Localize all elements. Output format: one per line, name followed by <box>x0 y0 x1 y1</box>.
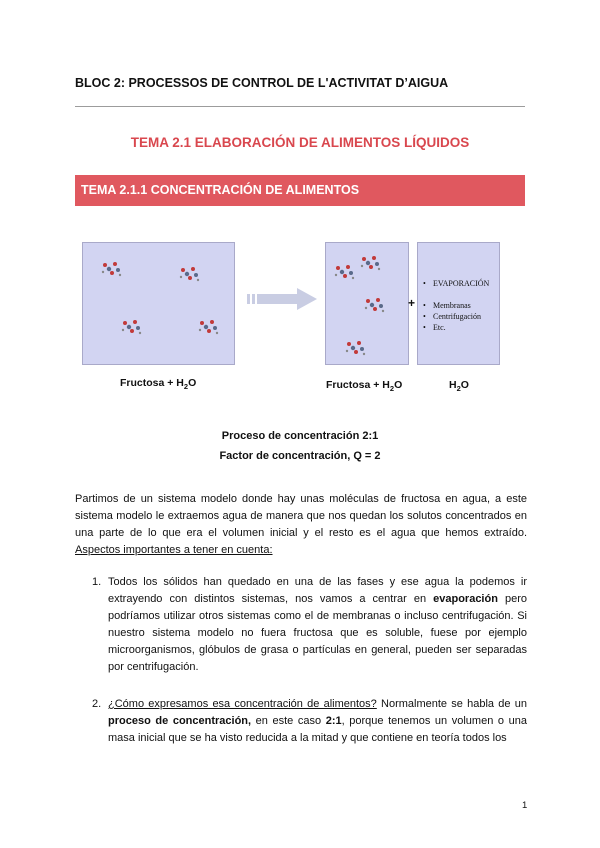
method-item: • EVAPORACIÓN <box>423 278 489 289</box>
fructose-molecule-icon <box>360 254 382 272</box>
process-ratio-line: Proceso de concentración 2:1 <box>221 430 379 442</box>
plus-sign: + <box>408 296 416 310</box>
initial-solution-box <box>82 242 235 365</box>
aspects-heading: Aspectos importantes a tener en cuenta: <box>75 544 273 556</box>
list-item: 2. ¿Cómo expresamos esa concentración de alimentos? Normalmente se habla de un proceso de concentración, en este caso 2:1, porque tenemos un volumen o una masa inicial que se ha visto reducida a la mitad y que contiene en teoría todos los <box>92 698 527 744</box>
document-header: BLOC 2: PROCESSOS DE CONTROL DE L'ACTIVITAT D’AIGUA <box>75 76 449 90</box>
separation-methods-list <box>423 278 489 333</box>
method-item: • Membranas <box>423 300 489 311</box>
fructose-molecule-icon <box>345 339 367 357</box>
section-heading-bar <box>75 175 525 206</box>
caption-water: $H_2O$ <box>449 379 469 394</box>
fructose-molecule-icon <box>334 263 356 281</box>
concentrated-solution-box <box>325 242 409 365</box>
process-arrow-icon <box>247 288 317 310</box>
tema-title: TEMA 2.1 ELABORACIÓN DE ALIMENTOS LÍQUIDOS <box>130 135 470 150</box>
fructose-molecule-icon <box>364 296 386 314</box>
method-item: • Etc. <box>423 322 489 333</box>
fructose-molecule-icon <box>198 318 220 336</box>
method-item: • Centrifugación <box>423 311 489 322</box>
caption-initial: Fructosa + $H_2O$ <box>120 377 197 392</box>
fructose-molecule-icon <box>121 318 143 336</box>
list-item: 1. Todos los sólidos han quedado en una de las fases y ese agua la podemos ir extrayendo con distintos sistemas, nos vamos a centrar en evaporación pero podríamos utilizar otros sistemas como el de membranas o incluso centrifugación. Si nuestro sistema modelo no fuera fructosa que es soluble, fuese por ejemplo microorganismos, glóbulos de grasa o partículas en general, pueden ser separadas por centrifugación. <box>92 576 528 673</box>
caption-concentrated: Fructosa + $H_2O$ <box>326 379 403 394</box>
intro-paragraph: Partimos de un sistema modelo donde hay unas moléculas de fructosa en agua, a este sistema modelo le extraemos agua de manera que nos quedan los solutos concentrados en una parte de lo que era el volumen inicial y el resto es el agua que hemos extraído. Aspectos importantes a tener en cuenta: <box>75 493 527 556</box>
fructose-molecule-icon <box>101 260 123 278</box>
page-number: 1 <box>522 800 528 811</box>
fructose-molecule-icon <box>179 265 201 283</box>
section-heading: TEMA 2.1.1 CONCENTRACIÓN DE ALIMENTOS <box>81 183 360 197</box>
concentration-factor-line: Factor de concentración, Q = 2 <box>219 450 381 462</box>
header-divider <box>75 106 525 107</box>
